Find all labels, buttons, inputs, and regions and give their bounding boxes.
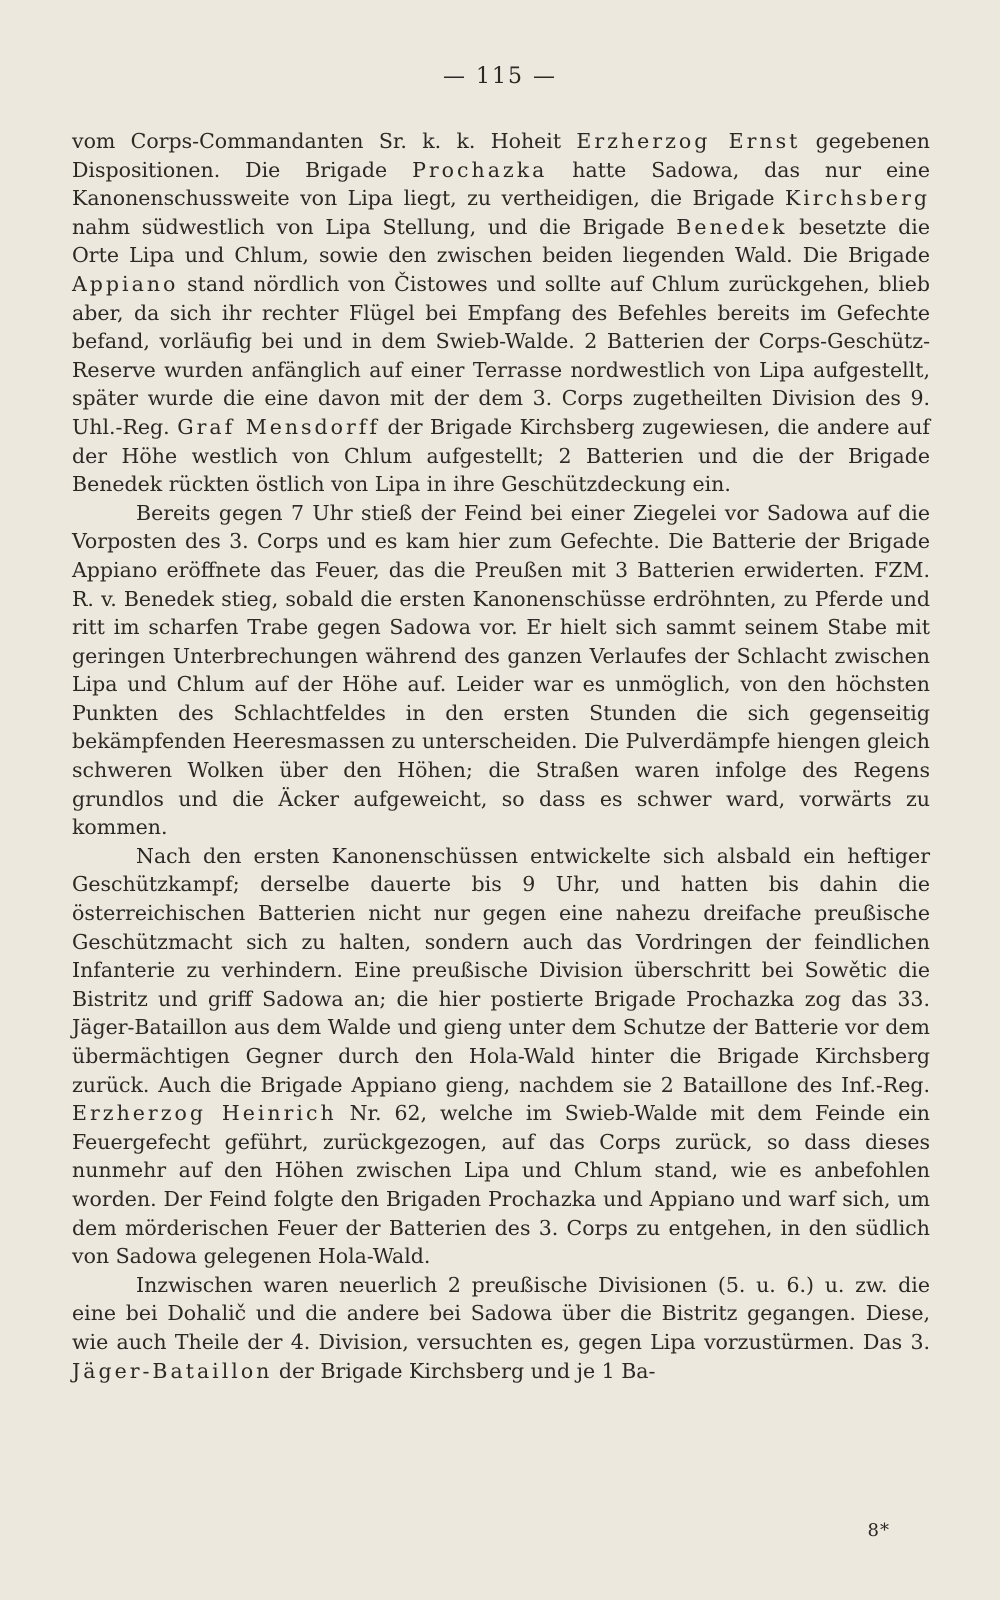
paragraph-1: [72, 127, 930, 499]
text-run: Nach den ersten Kanonenschüssen entwickelte sich alsbald ein heftiger Geschützkampf; derselbe dauerte bis 9 Uhr, und hatten bis dahin die österreichischen Batterien nicht nur gegen eine nahezu dreifache preußische Geschützmacht sich zu halten, sondern auch das Vordringen der feindlichen Infanterie zu verhindern. Eine preußische Division überschritt bei Sowětic die Bistritz und griff Sadowa an; die hier postierte Brigade Prochazka zog das 33. Jäger-Bataillon aus dem Walde und gieng unter dem Schutze der Batterie vor dem übermächtigen Gegner durch den Hola-Wald hinter die Brigade Kirchsberg zurück. Auch die Brigade Appiano gieng, nachdem sie 2 Bataillone des Inf.-Reg.: [72, 843, 930, 1097]
text-run: gegebenen Dispositionen. Die Brigade: [72, 129, 930, 182]
spaced-name: Benedek: [676, 214, 788, 239]
sheet-signature: 8*: [867, 1520, 890, 1541]
spaced-name: Prochazka: [412, 157, 548, 182]
text-run: besetzte die Orte Lipa und Chlum, sowie den zwischen beiden liegenden Wald. Die Brigade: [72, 214, 930, 268]
text-run: Inzwischen waren neuerlich 2 preußische Divisionen (5. u. 6.) u. zw. die eine bei Dohalič und die andere bei Sadowa über die Bistritz gegangen. Diese, wie auch Theile der 4. Division, versuchten es, gegen Lipa vorzustürmen. Das 3.: [72, 1272, 930, 1354]
spaced-name: Appiano: [72, 271, 179, 296]
body-text: [72, 127, 930, 1385]
text-run: der Brigade Kirchsberg und je 1 Ba-: [272, 1358, 656, 1383]
text-run: nahm südwestlich von Lipa Stellung, und die Brigade: [72, 214, 677, 239]
spaced-name: Kirchsberg: [784, 186, 930, 211]
spaced-name: Erzherzog Ernst: [576, 129, 801, 153]
text-run: stand nördlich von Čistowes und sollte auf Chlum zurückgehen, blieb aber, da sich ihr rechter Flügel bei Empfang des Befehles bereits im Gefechte befand, vorläufig bei und in dem Swieb-Walde. 2 Batterien der Corps-Geschütz-Reserve wurden anfänglich auf einer Terrasse nordwestlich von Lipa aufgestellt, später wurde die eine davon mit der dem 3. Corps zugetheilten Division des 9. Uhl.-Reg.: [72, 271, 930, 439]
spaced-name: Jäger-Bataillon: [72, 1358, 273, 1383]
spaced-name: Erzherzog Heinrich: [72, 1101, 337, 1126]
text-run: hatte Sadowa, das nur eine Kanonenschussweite von Lipa liegt, zu vertheidigen, die Brigade: [72, 157, 930, 211]
page-number: — 115 —: [443, 64, 557, 89]
text-run: vom Corps-Commandanten Sr. k. k. Hoheit: [72, 129, 577, 153]
spaced-name: Graf Mensdorff: [177, 414, 380, 439]
text-run: der Brigade Kirchsberg zugewiesen, die andere auf der Höhe westlich von Chlum aufgestellt; 2 Batterien und die der Brigade Benedek rückten östlich von Lipa in ihre Geschützdeckung ein.: [72, 414, 930, 497]
paragraph-3: [72, 842, 930, 1271]
paragraph-4: [72, 1271, 930, 1385]
paragraph-2: Bereits gegen 7 Uhr stieß der Feind bei einer Ziegelei vor Sadowa auf die Vorposten des 3. Corps und es kam hier zum Gefechte. Die Batterie der Brigade Appiano eröffnete das Feuer, das die Preußen mit 3 Batterien erwiderten. FZM. R. v. Benedek stieg, sobald die ersten Kanonenschüsse erdröhnten, zu Pferde und ritt im scharfen Trabe gegen Sadowa vor. Er hielt sich sammt seinem Stabe mit geringen Unterbrechungen während des ganzen Verlaufes der Schlacht zwischen Lipa und Chlum auf der Höhe auf. Leider war es unmöglich, von den höchsten Punkten des Schlachtfeldes in den ersten Stunden die sich gegenseitig bekämpfenden Heeresmassen zu unterscheiden. Die Pulverdämpfe hiengen gleich schweren Wolken über den Höhen; die Straßen waren infolge des Regens grundlos und die Äcker aufgeweicht, so dass es schwer ward, vorwärts zu kommen.: [72, 500, 930, 840]
text-run: Nr. 62, welche im Swieb-Walde mit dem Feinde ein Feuergefecht geführt, zurückgezogen, auf das Corps zurück, so dass dieses nunmehr auf den Höhen zwischen Lipa und Chlum stand, wie es anbefohlen worden. Der Feind folgte den Brigaden Prochazka und Appiano und warf sich, um dem mörderischen Feuer der Batterien des 3. Corps zu entgehen, in den südlich von Sadowa gelegenen Hola-Wald.: [72, 1101, 930, 1269]
